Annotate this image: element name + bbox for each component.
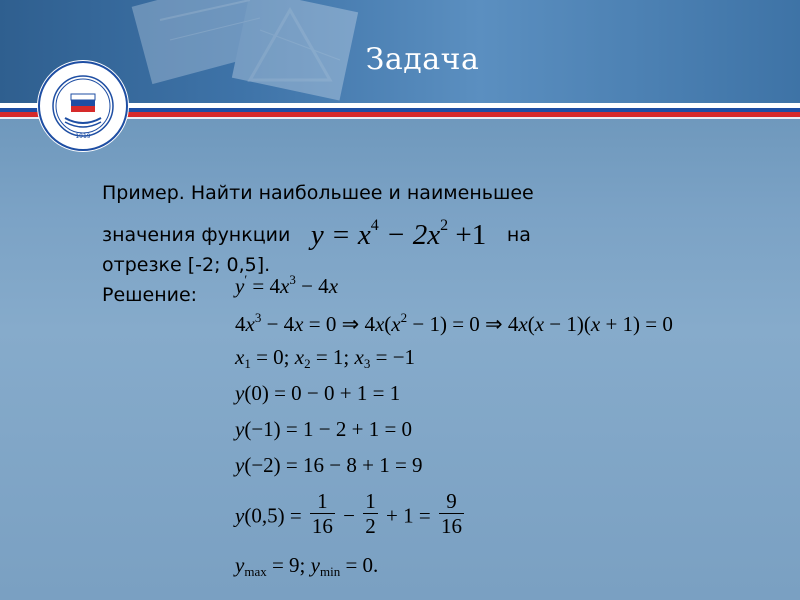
value-at-0: y(0) = 0 − 0 + 1 = 1	[235, 381, 401, 405]
value-at-half: y(0,5) = $\frac{1}{16}$ − $\frac{1}{2}$ + 1 = $\frac{9}{16}$	[235, 489, 462, 538]
roots-equation: $x_1 = 0$; $x_2 = 1$; $x_3 = -1$	[235, 345, 416, 371]
intro-line-2-start: значения функции	[102, 224, 291, 246]
function-formula: $y = x^4 - 2x^2 +1$	[296, 217, 487, 251]
derivative-equation: $y' = 4x^3 - 4x$	[235, 272, 339, 298]
university-logo	[35, 58, 131, 154]
value-at-minus-1: y(−1) = 1 − 2 + 1 = 0	[235, 417, 413, 441]
max-min-result: $y_{max} = 9$; $y_{min} = 0$.	[235, 553, 379, 579]
svg-text:1919: 1919	[75, 133, 91, 140]
value-at-minus-2: y(−2) = 16 − 8 + 1 = 9	[235, 453, 423, 477]
problem-statement	[102, 178, 662, 310]
critical-point-equation: $4x^3 - 4x = 0$ ⇒ $4x(x^2 - 1) = 0$ ⇒ 4x(x − 1)(x + 1) = 0	[235, 310, 673, 336]
intro-line-3: отрезке [-2; 0,5].	[102, 254, 271, 276]
intro-line-2	[102, 208, 662, 250]
intro-line-2-end: на	[506, 224, 531, 246]
intro-line-4: Решение:	[102, 284, 198, 306]
intro-line-1: Пример. Найти наибольшее и наименьшее	[102, 182, 534, 204]
page-title: Задача	[365, 42, 480, 77]
